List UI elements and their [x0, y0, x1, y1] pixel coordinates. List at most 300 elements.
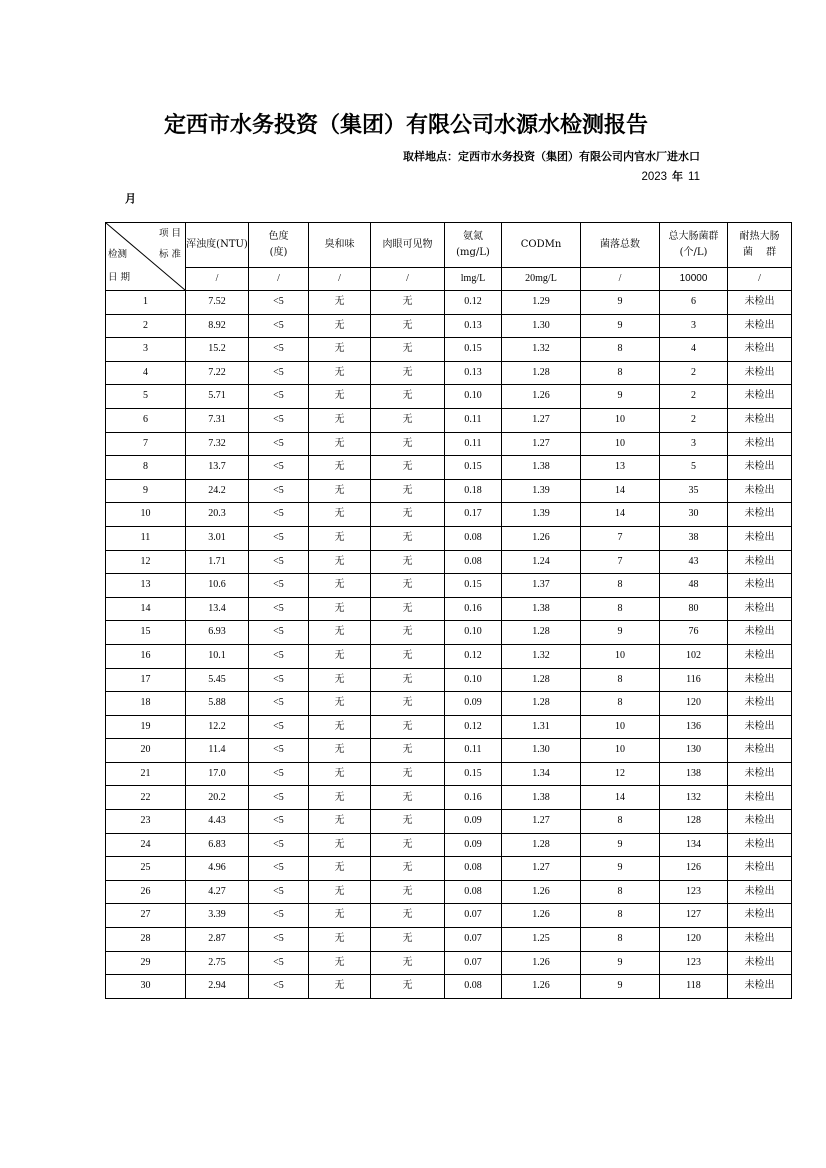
- cell-visible-matter: 无: [371, 574, 445, 598]
- cell-total-coliform: 80: [660, 597, 728, 621]
- cell-codmn: 1.27: [502, 857, 581, 881]
- cell-day: 11: [106, 526, 186, 550]
- cell-thermotolerant-coliform: 未检出: [728, 621, 792, 645]
- table-row: [106, 880, 792, 904]
- table-row: [106, 951, 792, 975]
- corner-test-label: 检测: [108, 249, 128, 260]
- cell-turbidity: 6.93: [186, 621, 249, 645]
- cell-total-coliform: 136: [660, 715, 728, 739]
- cell-chroma: <5: [249, 526, 309, 550]
- cell-thermotolerant-coliform: 未检出: [728, 408, 792, 432]
- cell-odor-taste: 无: [309, 361, 371, 385]
- cell-odor-taste: 无: [309, 857, 371, 881]
- cell-codmn: 1.28: [502, 361, 581, 385]
- cell-chroma: <5: [249, 432, 309, 456]
- cell-visible-matter: 无: [371, 408, 445, 432]
- cell-thermotolerant-coliform: 未检出: [728, 833, 792, 857]
- cell-day: 13: [106, 574, 186, 598]
- cell-total-coliform: 38: [660, 526, 728, 550]
- corner-standard-label: 标 准: [158, 249, 181, 260]
- cell-day: 28: [106, 928, 186, 952]
- cell-chroma: <5: [249, 739, 309, 763]
- cell-turbidity: 3.39: [186, 904, 249, 928]
- cell-visible-matter: 无: [371, 786, 445, 810]
- cell-day: 24: [106, 833, 186, 857]
- cell-total-coliform: 123: [660, 880, 728, 904]
- cell-day: 3: [106, 338, 186, 362]
- cell-total-coliform: 130: [660, 739, 728, 763]
- cell-codmn: 1.32: [502, 338, 581, 362]
- cell-codmn: 1.27: [502, 810, 581, 834]
- report-title: 定西市水务投资（集团）有限公司水源水检测报告: [163, 113, 648, 138]
- cell-codmn: 1.28: [502, 833, 581, 857]
- header-ammonia-nitrogen: [445, 223, 502, 268]
- cell-day: 5: [106, 385, 186, 409]
- header-line: 色度: [268, 231, 289, 242]
- cell-turbidity: 2.87: [186, 928, 249, 952]
- cell-total-coliform: 102: [660, 644, 728, 668]
- cell-chroma: <5: [249, 975, 309, 999]
- header-line: (个/L): [679, 247, 708, 258]
- cell-ammonia-nitrogen: 0.07: [445, 904, 502, 928]
- cell-odor-taste: 无: [309, 880, 371, 904]
- cell-day: 23: [106, 810, 186, 834]
- cell-chroma: <5: [249, 644, 309, 668]
- cell-colony-count: 8: [581, 338, 660, 362]
- cell-colony-count: 9: [581, 833, 660, 857]
- corner-item-label: 项 目: [158, 228, 181, 239]
- cell-thermotolerant-coliform: 未检出: [728, 810, 792, 834]
- cell-day: 14: [106, 597, 186, 621]
- cell-chroma: <5: [249, 408, 309, 432]
- cell-turbidity: 1.71: [186, 550, 249, 574]
- cell-ammonia-nitrogen: 0.15: [445, 456, 502, 480]
- table-row: [106, 314, 792, 338]
- cell-codmn: 1.38: [502, 597, 581, 621]
- cell-day: 9: [106, 479, 186, 503]
- cell-turbidity: 12.2: [186, 715, 249, 739]
- cell-chroma: <5: [249, 668, 309, 692]
- cell-visible-matter: 无: [371, 762, 445, 786]
- cell-codmn: 1.28: [502, 668, 581, 692]
- cell-visible-matter: 无: [371, 880, 445, 904]
- cell-total-coliform: 120: [660, 928, 728, 952]
- cell-thermotolerant-coliform: 未检出: [728, 762, 792, 786]
- cell-colony-count: 8: [581, 880, 660, 904]
- cell-codmn: 1.39: [502, 503, 581, 527]
- cell-visible-matter: 无: [371, 833, 445, 857]
- cell-visible-matter: 无: [371, 456, 445, 480]
- cell-thermotolerant-coliform: 未检出: [728, 904, 792, 928]
- cell-ammonia-nitrogen: 0.15: [445, 762, 502, 786]
- cell-chroma: <5: [249, 574, 309, 598]
- cell-day: 15: [106, 621, 186, 645]
- table-row: [106, 810, 792, 834]
- cell-chroma: <5: [249, 550, 309, 574]
- table-row: [106, 385, 792, 409]
- cell-turbidity: 4.43: [186, 810, 249, 834]
- cell-thermotolerant-coliform: 未检出: [728, 692, 792, 716]
- cell-turbidity: 13.7: [186, 456, 249, 480]
- cell-odor-taste: 无: [309, 526, 371, 550]
- cell-odor-taste: 无: [309, 692, 371, 716]
- cell-ammonia-nitrogen: 0.15: [445, 338, 502, 362]
- table-row: [106, 644, 792, 668]
- cell-colony-count: 14: [581, 503, 660, 527]
- cell-thermotolerant-coliform: 未检出: [728, 526, 792, 550]
- cell-turbidity: 13.4: [186, 597, 249, 621]
- standard-odor-taste: /: [309, 268, 371, 291]
- cell-chroma: <5: [249, 786, 309, 810]
- cell-codmn: 1.28: [502, 621, 581, 645]
- cell-codmn: 1.27: [502, 408, 581, 432]
- header-chroma: [249, 223, 309, 268]
- table-row: [106, 692, 792, 716]
- cell-total-coliform: 123: [660, 951, 728, 975]
- corner-header: [106, 223, 186, 291]
- cell-turbidity: 17.0: [186, 762, 249, 786]
- cell-colony-count: 13: [581, 456, 660, 480]
- table-row: [106, 526, 792, 550]
- cell-total-coliform: 35: [660, 479, 728, 503]
- cell-turbidity: 15.2: [186, 338, 249, 362]
- cell-visible-matter: 无: [371, 810, 445, 834]
- cell-visible-matter: 无: [371, 550, 445, 574]
- cell-visible-matter: 无: [371, 857, 445, 881]
- header-line: (度): [269, 247, 288, 258]
- cell-day: 27: [106, 904, 186, 928]
- cell-odor-taste: 无: [309, 928, 371, 952]
- cell-turbidity: 6.83: [186, 833, 249, 857]
- cell-total-coliform: 2: [660, 361, 728, 385]
- cell-visible-matter: 无: [371, 904, 445, 928]
- cell-colony-count: 9: [581, 975, 660, 999]
- cell-turbidity: 5.71: [186, 385, 249, 409]
- cell-visible-matter: 无: [371, 479, 445, 503]
- cell-thermotolerant-coliform: 未检出: [728, 503, 792, 527]
- cell-thermotolerant-coliform: 未检出: [728, 975, 792, 999]
- cell-thermotolerant-coliform: 未检出: [728, 668, 792, 692]
- cell-turbidity: 2.94: [186, 975, 249, 999]
- cell-thermotolerant-coliform: 未检出: [728, 857, 792, 881]
- cell-day: 7: [106, 432, 186, 456]
- cell-odor-taste: 无: [309, 833, 371, 857]
- cell-ammonia-nitrogen: 0.13: [445, 314, 502, 338]
- cell-visible-matter: 无: [371, 291, 445, 315]
- cell-thermotolerant-coliform: 未检出: [728, 456, 792, 480]
- cell-chroma: <5: [249, 833, 309, 857]
- table-row: [106, 786, 792, 810]
- cell-visible-matter: 无: [371, 432, 445, 456]
- cell-ammonia-nitrogen: 0.12: [445, 715, 502, 739]
- cell-visible-matter: 无: [371, 503, 445, 527]
- cell-thermotolerant-coliform: 未检出: [728, 550, 792, 574]
- cell-visible-matter: 无: [371, 644, 445, 668]
- standard-visible-matter: /: [371, 268, 445, 291]
- cell-codmn: 1.26: [502, 880, 581, 904]
- cell-turbidity: 3.01: [186, 526, 249, 550]
- cell-day: 1: [106, 291, 186, 315]
- standard-chroma: /: [249, 268, 309, 291]
- cell-thermotolerant-coliform: 未检出: [728, 338, 792, 362]
- standard-ammonia-nitrogen: lmg/L: [445, 268, 502, 291]
- cell-chroma: <5: [249, 621, 309, 645]
- cell-codmn: 1.37: [502, 574, 581, 598]
- cell-codmn: 1.30: [502, 314, 581, 338]
- table-row: [106, 503, 792, 527]
- cell-colony-count: 9: [581, 857, 660, 881]
- cell-codmn: 1.26: [502, 385, 581, 409]
- report-date: [641, 168, 700, 184]
- cell-chroma: <5: [249, 385, 309, 409]
- cell-thermotolerant-coliform: 未检出: [728, 432, 792, 456]
- cell-colony-count: 8: [581, 904, 660, 928]
- header-line: 总大肠菌群: [668, 231, 719, 242]
- cell-odor-taste: 无: [309, 739, 371, 763]
- cell-colony-count: 10: [581, 644, 660, 668]
- cell-chroma: <5: [249, 291, 309, 315]
- cell-thermotolerant-coliform: 未检出: [728, 597, 792, 621]
- cell-codmn: 1.26: [502, 975, 581, 999]
- cell-colony-count: 7: [581, 526, 660, 550]
- cell-chroma: <5: [249, 456, 309, 480]
- cell-visible-matter: 无: [371, 314, 445, 338]
- cell-odor-taste: 无: [309, 644, 371, 668]
- cell-turbidity: 10.6: [186, 574, 249, 598]
- cell-turbidity: 4.27: [186, 880, 249, 904]
- cell-colony-count: 8: [581, 692, 660, 716]
- cell-day: 20: [106, 739, 186, 763]
- cell-day: 21: [106, 762, 186, 786]
- cell-day: 12: [106, 550, 186, 574]
- cell-turbidity: 11.4: [186, 739, 249, 763]
- cell-chroma: <5: [249, 314, 309, 338]
- cell-colony-count: 10: [581, 739, 660, 763]
- report-year: 2023: [641, 171, 668, 183]
- cell-thermotolerant-coliform: 未检出: [728, 715, 792, 739]
- cell-odor-taste: 无: [309, 668, 371, 692]
- cell-day: 25: [106, 857, 186, 881]
- cell-total-coliform: 6: [660, 291, 728, 315]
- cell-colony-count: 9: [581, 385, 660, 409]
- cell-odor-taste: 无: [309, 291, 371, 315]
- sampling-location: 取样地点：定西市水务投资（集团）有限公司内官水厂进水口: [403, 150, 700, 163]
- header-odor-taste: [309, 223, 371, 268]
- table-row: [106, 338, 792, 362]
- cell-colony-count: 7: [581, 550, 660, 574]
- cell-day: 22: [106, 786, 186, 810]
- cell-colony-count: 9: [581, 951, 660, 975]
- cell-chroma: <5: [249, 692, 309, 716]
- cell-odor-taste: 无: [309, 550, 371, 574]
- cell-chroma: <5: [249, 503, 309, 527]
- cell-ammonia-nitrogen: 0.08: [445, 857, 502, 881]
- cell-colony-count: 8: [581, 668, 660, 692]
- header-total-coliform: [660, 223, 728, 268]
- cell-colony-count: 9: [581, 291, 660, 315]
- table-row: [106, 833, 792, 857]
- cell-odor-taste: 无: [309, 951, 371, 975]
- cell-ammonia-nitrogen: 0.10: [445, 385, 502, 409]
- cell-ammonia-nitrogen: 0.10: [445, 668, 502, 692]
- cell-colony-count: 12: [581, 762, 660, 786]
- cell-chroma: <5: [249, 810, 309, 834]
- cell-visible-matter: 无: [371, 951, 445, 975]
- cell-turbidity: 5.88: [186, 692, 249, 716]
- cell-ammonia-nitrogen: 0.15: [445, 574, 502, 598]
- cell-thermotolerant-coliform: 未检出: [728, 928, 792, 952]
- cell-odor-taste: 无: [309, 762, 371, 786]
- cell-odor-taste: 无: [309, 456, 371, 480]
- cell-ammonia-nitrogen: 0.18: [445, 479, 502, 503]
- cell-colony-count: 8: [581, 597, 660, 621]
- cell-ammonia-nitrogen: 0.08: [445, 975, 502, 999]
- cell-visible-matter: 无: [371, 975, 445, 999]
- cell-day: 17: [106, 668, 186, 692]
- cell-codmn: 1.38: [502, 456, 581, 480]
- table-row: [106, 574, 792, 598]
- cell-total-coliform: 3: [660, 432, 728, 456]
- cell-codmn: 1.30: [502, 739, 581, 763]
- cell-odor-taste: 无: [309, 975, 371, 999]
- cell-thermotolerant-coliform: 未检出: [728, 786, 792, 810]
- table-row: [106, 291, 792, 315]
- cell-thermotolerant-coliform: 未检出: [728, 479, 792, 503]
- cell-ammonia-nitrogen: 0.12: [445, 291, 502, 315]
- cell-chroma: <5: [249, 479, 309, 503]
- cell-codmn: 1.26: [502, 951, 581, 975]
- water-quality-table: [105, 222, 792, 999]
- table-row: [106, 597, 792, 621]
- cell-turbidity: 20.2: [186, 786, 249, 810]
- cell-odor-taste: 无: [309, 479, 371, 503]
- cell-codmn: 1.26: [502, 526, 581, 550]
- cell-colony-count: 9: [581, 314, 660, 338]
- cell-visible-matter: 无: [371, 385, 445, 409]
- cell-day: 6: [106, 408, 186, 432]
- cell-odor-taste: 无: [309, 621, 371, 645]
- cell-codmn: 1.29: [502, 291, 581, 315]
- cell-ammonia-nitrogen: 0.12: [445, 644, 502, 668]
- cell-turbidity: 8.92: [186, 314, 249, 338]
- header-line: (mg/L): [456, 247, 490, 258]
- cell-total-coliform: 127: [660, 904, 728, 928]
- cell-turbidity: 5.45: [186, 668, 249, 692]
- cell-thermotolerant-coliform: 未检出: [728, 314, 792, 338]
- header-line: 菌 群: [742, 247, 777, 258]
- cell-total-coliform: 76: [660, 621, 728, 645]
- cell-turbidity: 24.2: [186, 479, 249, 503]
- cell-thermotolerant-coliform: 未检出: [728, 291, 792, 315]
- cell-chroma: <5: [249, 338, 309, 362]
- table-row: [106, 621, 792, 645]
- cell-visible-matter: 无: [371, 739, 445, 763]
- cell-odor-taste: 无: [309, 715, 371, 739]
- cell-turbidity: 10.1: [186, 644, 249, 668]
- cell-odor-taste: 无: [309, 385, 371, 409]
- cell-thermotolerant-coliform: 未检出: [728, 574, 792, 598]
- table-row: [106, 928, 792, 952]
- cell-thermotolerant-coliform: 未检出: [728, 880, 792, 904]
- cell-chroma: <5: [249, 597, 309, 621]
- cell-ammonia-nitrogen: 0.16: [445, 597, 502, 621]
- cell-chroma: <5: [249, 361, 309, 385]
- cell-ammonia-nitrogen: 0.11: [445, 739, 502, 763]
- cell-codmn: 1.32: [502, 644, 581, 668]
- cell-codmn: 1.28: [502, 692, 581, 716]
- cell-codmn: 1.31: [502, 715, 581, 739]
- cell-ammonia-nitrogen: 0.09: [445, 810, 502, 834]
- table-row: [106, 432, 792, 456]
- header-visible-matter: [371, 223, 445, 268]
- cell-day: 16: [106, 644, 186, 668]
- cell-codmn: 1.26: [502, 904, 581, 928]
- header-line: 菌落总数: [600, 239, 640, 250]
- cell-codmn: 1.34: [502, 762, 581, 786]
- cell-day: 18: [106, 692, 186, 716]
- header-thermotolerant-coliform: [728, 223, 792, 268]
- cell-thermotolerant-coliform: 未检出: [728, 361, 792, 385]
- cell-thermotolerant-coliform: 未检出: [728, 644, 792, 668]
- standard-turbidity: /: [186, 268, 249, 291]
- cell-ammonia-nitrogen: 0.10: [445, 621, 502, 645]
- cell-ammonia-nitrogen: 0.13: [445, 361, 502, 385]
- cell-colony-count: 8: [581, 361, 660, 385]
- table-row: [106, 456, 792, 480]
- cell-visible-matter: 无: [371, 715, 445, 739]
- cell-total-coliform: 132: [660, 786, 728, 810]
- cell-turbidity: 7.22: [186, 361, 249, 385]
- cell-total-coliform: 126: [660, 857, 728, 881]
- cell-colony-count: 10: [581, 432, 660, 456]
- cell-ammonia-nitrogen: 0.07: [445, 951, 502, 975]
- cell-ammonia-nitrogen: 0.11: [445, 408, 502, 432]
- table-row: [106, 739, 792, 763]
- cell-day: 19: [106, 715, 186, 739]
- header-line: 肉眼可见物: [382, 239, 433, 250]
- cell-total-coliform: 4: [660, 338, 728, 362]
- cell-ammonia-nitrogen: 0.11: [445, 432, 502, 456]
- cell-colony-count: 10: [581, 408, 660, 432]
- cell-total-coliform: 134: [660, 833, 728, 857]
- cell-turbidity: 4.96: [186, 857, 249, 881]
- cell-chroma: <5: [249, 928, 309, 952]
- cell-total-coliform: 120: [660, 692, 728, 716]
- cell-ammonia-nitrogen: 0.17: [445, 503, 502, 527]
- cell-odor-taste: 无: [309, 904, 371, 928]
- cell-visible-matter: 无: [371, 668, 445, 692]
- cell-visible-matter: 无: [371, 361, 445, 385]
- cell-day: 26: [106, 880, 186, 904]
- header-line: 臭和味: [324, 239, 355, 250]
- cell-day: 30: [106, 975, 186, 999]
- cell-odor-taste: 无: [309, 338, 371, 362]
- cell-colony-count: 8: [581, 810, 660, 834]
- cell-visible-matter: 无: [371, 692, 445, 716]
- cell-odor-taste: 无: [309, 408, 371, 432]
- header-line: CODMn: [520, 239, 562, 250]
- cell-total-coliform: 138: [660, 762, 728, 786]
- table-row: [106, 479, 792, 503]
- header-row: [106, 223, 792, 268]
- cell-thermotolerant-coliform: 未检出: [728, 385, 792, 409]
- cell-ammonia-nitrogen: 0.09: [445, 833, 502, 857]
- cell-codmn: 1.38: [502, 786, 581, 810]
- cell-odor-taste: 无: [309, 597, 371, 621]
- month-suffix: 月: [125, 192, 136, 205]
- cell-visible-matter: 无: [371, 526, 445, 550]
- cell-ammonia-nitrogen: 0.16: [445, 786, 502, 810]
